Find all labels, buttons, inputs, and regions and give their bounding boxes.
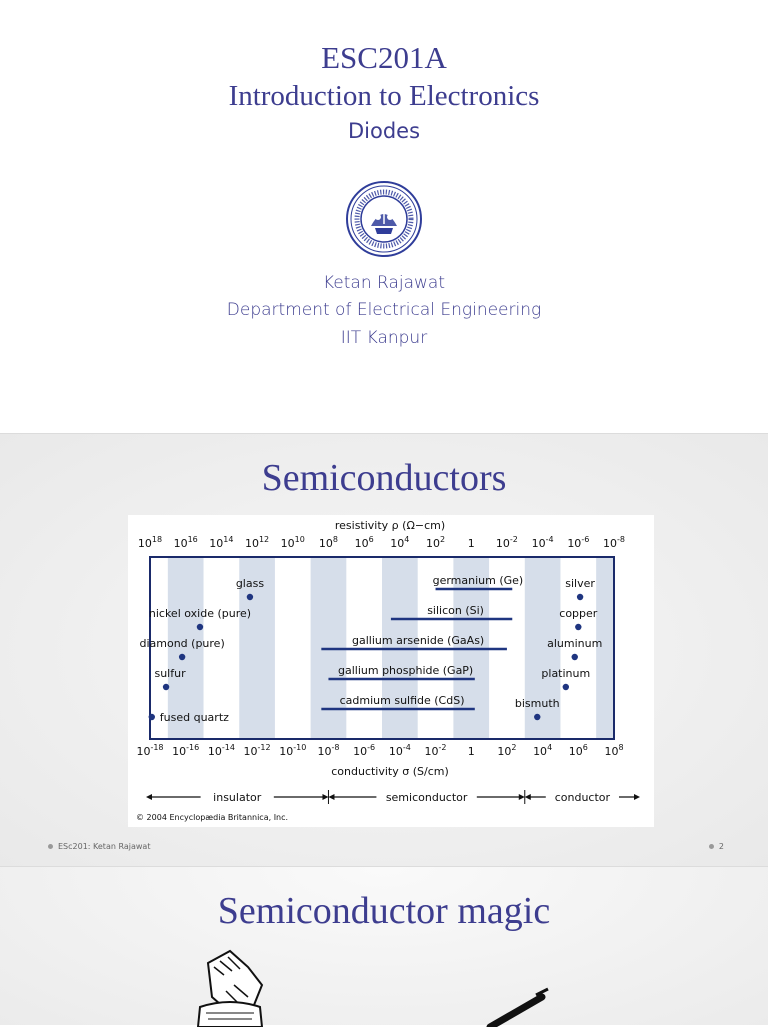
region-label: insulator (213, 791, 262, 804)
data-point (563, 684, 569, 690)
course-title: Introduction to Electronics (228, 80, 540, 112)
point-label: platinum (541, 667, 591, 680)
bottom-axis-tick-label: $10^{-2}$ (424, 743, 447, 758)
top-axis-tick-label: $10^{18}$ (137, 535, 163, 550)
data-point (572, 654, 578, 660)
top-axis-tick-label: $10^4$ (390, 535, 410, 550)
bottom-axis-tick-label: $10^{-8}$ (317, 743, 340, 758)
arrowhead-right-icon (322, 794, 328, 800)
point-label: diamond (pure) (139, 637, 225, 650)
point-label: bismuth (514, 697, 560, 710)
institute-name: IIT Kanpur (340, 328, 428, 348)
range-label: cadmium sulfide (CdS) (339, 694, 465, 707)
point-label: sulfur (154, 667, 186, 680)
bottom-axis-tick-label: 1 (467, 745, 475, 758)
bottom-axis-tick-label: $10^2$ (497, 743, 517, 758)
region-label: conductor (554, 791, 611, 804)
author-name: Ketan Rajawat (322, 273, 445, 293)
data-point (179, 654, 185, 660)
bottom-axis-tick-label: $10^{-14}$ (207, 743, 235, 758)
semiconductor-magic-slide (0, 866, 768, 1025)
data-point (534, 714, 540, 720)
bullet-icon (48, 844, 53, 849)
data-point (163, 684, 169, 690)
range-label: gallium phosphide (GaP) (338, 664, 474, 677)
top-axis-tick-label: $10^{-6}$ (567, 535, 590, 550)
point-label: fused quartz (159, 711, 229, 724)
top-axis-tick-label: $10^{14}$ (209, 535, 234, 550)
arrowhead-left-icon (328, 794, 334, 800)
copyright-text: © 2004 Encyclopædia Britannica, Inc. (136, 813, 289, 822)
top-axis-tick-label: $10^{-4}$ (531, 535, 554, 550)
bottom-axis-tick-label: $10^{-4}$ (388, 743, 411, 758)
bottom-axis-tick-label: $10^{-18}$ (136, 743, 164, 758)
top-axis-tick-label: $10^2$ (425, 535, 446, 550)
semiconductors-slide (0, 433, 768, 866)
data-point (197, 624, 203, 630)
footer-author (48, 842, 150, 851)
data-point (575, 624, 581, 630)
top-axis-tick-label: $10^{12}$ (244, 535, 270, 550)
conductivity-chart-svg (128, 515, 654, 827)
bottom-axis-label: conductivity σ (S/cm) (331, 765, 449, 778)
department-name: Department of Electrical Engineering (226, 300, 542, 320)
top-axis-tick-label: $10^{16}$ (173, 535, 198, 550)
range-label: silicon (Si) (427, 604, 484, 617)
top-axis-tick-label: $10^8$ (318, 535, 339, 550)
data-point (247, 594, 253, 600)
point-label: copper (559, 607, 598, 620)
point-label: glass (235, 577, 265, 590)
data-point (149, 714, 155, 720)
bottom-axis-tick-label: $10^4$ (533, 743, 553, 758)
bottom-axis-tick-label: $10^6$ (568, 743, 588, 758)
magic-hand-illustration-icon (190, 945, 580, 1027)
top-axis-tick-label: $10^{-2}$ (495, 535, 518, 550)
slide-title: Semiconductors (261, 457, 507, 499)
top-axis-tick-label: $10^6$ (354, 535, 374, 550)
top-axis-label: resistivity ρ (Ω−cm) (334, 519, 446, 532)
top-axis-tick-label: $10^{10}$ (280, 535, 305, 550)
slide-number (709, 842, 724, 851)
course-code: ESC201A (321, 40, 447, 75)
slide-number-text: 2 (718, 842, 724, 851)
bullet-icon (709, 844, 714, 849)
topic-title: Diodes (347, 119, 421, 143)
region-label: semiconductor (385, 791, 468, 804)
arrowhead-left-icon (525, 794, 531, 800)
arrowhead-right-icon (634, 794, 640, 800)
point-label: aluminum (547, 637, 603, 650)
footer-author-text: ESc201: Ketan Rajawat (58, 842, 151, 851)
range-label: germanium (Ge) (432, 574, 524, 587)
arrowhead-right-icon (519, 794, 525, 800)
bottom-axis-tick-label: $10^{-16}$ (172, 743, 200, 758)
bottom-axis-tick-label: $10^{-10}$ (279, 743, 307, 758)
point-label: silver (565, 577, 595, 590)
range-label: gallium arsenide (GaAs) (352, 634, 485, 647)
iitk-logo-icon (345, 180, 423, 258)
arrowhead-left-icon (146, 794, 152, 800)
bottom-axis-tick-label: $10^8$ (604, 743, 624, 758)
data-point (577, 594, 583, 600)
point-label: nickel oxide (pure) (148, 607, 252, 620)
title-slide (0, 0, 768, 432)
bottom-axis-tick-label: $10^{-6}$ (353, 743, 376, 758)
conductivity-chart (128, 515, 654, 827)
bottom-axis-tick-label: $10^{-12}$ (243, 743, 271, 758)
top-axis-tick-label: 1 (467, 537, 475, 550)
top-axis-tick-label: $10^{-8}$ (603, 535, 625, 550)
slide-title: Semiconductor magic (217, 890, 551, 932)
